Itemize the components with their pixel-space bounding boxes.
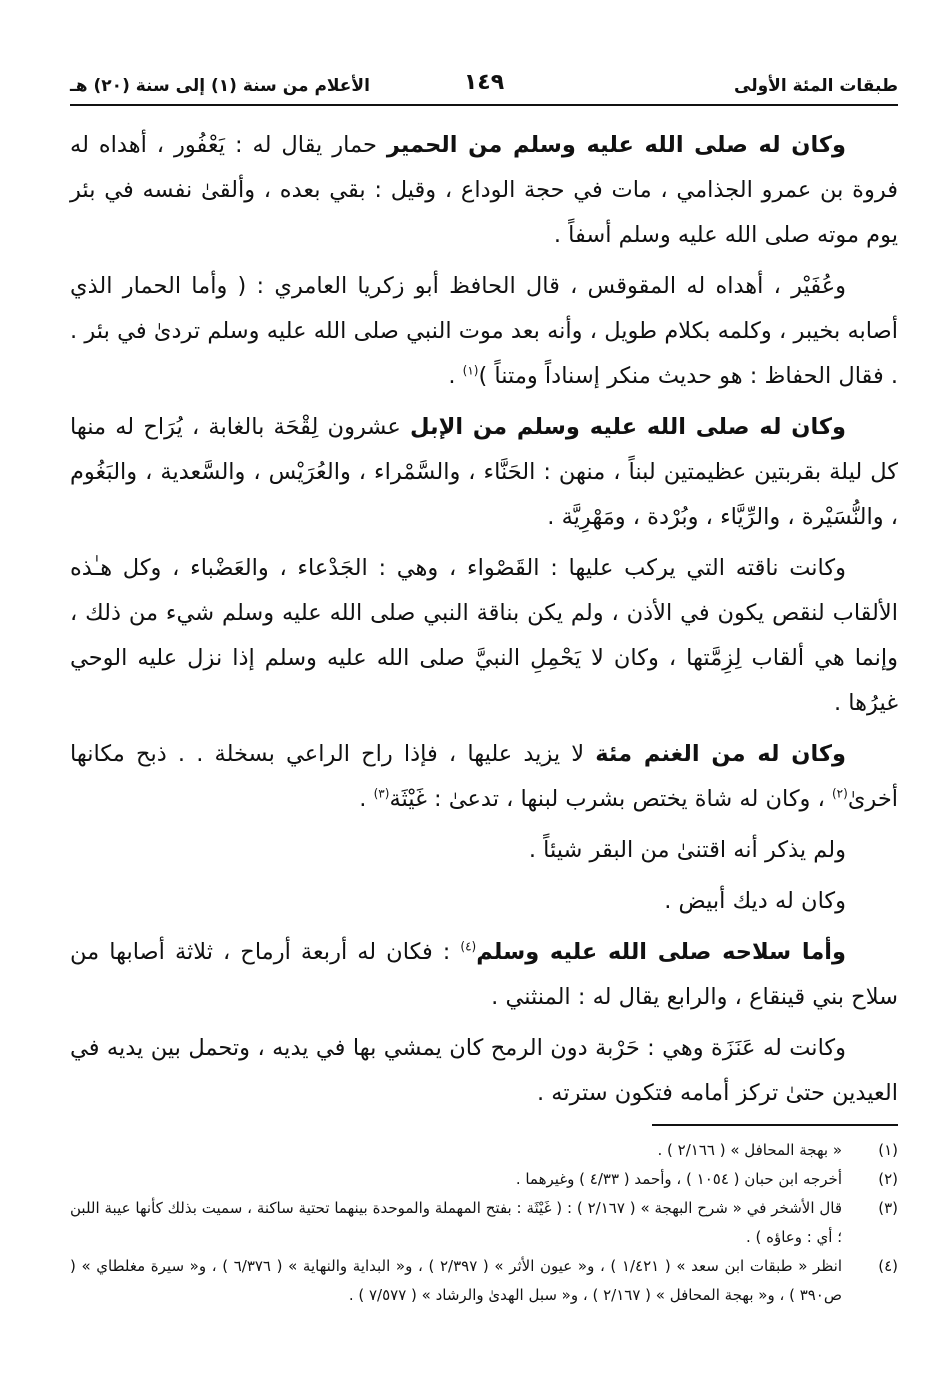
footnote-item [70,1194,898,1252]
paragraph-lead: وكان له صلى الله عليه وسلم من الإبل [410,414,846,440]
paragraph-weapons [70,930,898,1020]
paragraph-text: : فكان له أربعة أرماح ، ثلاثة أصابها من سلاح بني قينقاع ، والرابع يقال له : المنثني . [70,939,898,1010]
footnote-item [70,1252,898,1310]
paragraph-lead: وأما سلاحه صلى الله عليه وسلم [476,939,846,965]
footnote-ref[interactable]: (١) [462,363,479,378]
paragraph-text: لا يزيد عليها ، فإذا راح الراعي بسخلة . . ذبح مكانها أخرىٰ [70,741,898,812]
footnote-ref[interactable]: (٢) [831,786,848,801]
section-title: الأعلام من سنة (١) إلى سنة (٢٠) هـ [70,76,370,96]
paragraph-cattle [70,828,898,873]
footnote-number: (٣) [878,1199,898,1217]
paragraph-text-continued: ، وكان له شاة يختص بشرب لبنها ، تدعىٰ : غَيْثَة [389,786,832,812]
paragraph-text: وكان له ديك أبيض . [664,888,846,914]
paragraph-sheep [70,732,898,822]
running-header [70,70,898,106]
paragraph-rooster [70,879,898,924]
footnote-item [70,1165,898,1194]
footnotes [70,1136,898,1310]
paragraph-donkeys [70,123,898,258]
paragraph-text: وكانت ناقته التي يركب عليها : القَصْواء ، وهي : الجَدْعاء ، والعَضْباء ، وكل هـٰذه الألقاب لنقص يكون في الأذن ، ولم يكن بناقة النبي صلى الله عليه وسلم شيء من ذلك ، وإنما هي ألقاب لِزِمَّتها ، وكان لا يَحْمِلِ النبيَّ صلى الله عليه وسلم إذا نزل عليه الوحي غيرُها . [70,555,898,716]
footnote-text: أخرجه ابن حبان ( ١٠٥٤ ) ، وأحمد ( ٤/٣٣ ) وغيرهما . [515,1170,842,1188]
footnote-text: انظر « طبقات ابن سعد » ( ١/٤٢١ ) ، و« عيون الأثر » ( ٢/٣٩٧ ) ، و« البداية والنهاية » ( ٦/٣٧٦ ) ، و« سيرة مغلطاي » ( ص٣٩٠ ) ، و« بهجة المحافل » ( ٢/١٦٧ ) ، و« سبل الهدىٰ والرشاد » ( ٧/٥٧٧ ) . [70,1257,842,1304]
footnote-item [70,1136,898,1165]
footnote-separator [652,1124,898,1126]
paragraph-she-camel [70,546,898,726]
header-rule [70,104,898,106]
main-text [70,123,898,1116]
footnote-number: (٢) [878,1170,898,1188]
footnote-ref[interactable]: (٤) [460,939,477,954]
paragraph-text: حمار يقال له : يَعْفُور ، أهداه له فروة بن عمرو الجذامي ، مات في حجة الوداع ، وقيل : بقي بعده ، وألقىٰ نفسه في بئر يوم موته صلى الله عليه وسلم أسفاً . [70,132,898,248]
footnote-ref[interactable]: (٣) [373,786,390,801]
paragraph-text: عشرون لِقْحَة بالغابة ، يُرَاح له منها كل ليلة بقربتين عظيمتين لبناً ، منهن : الحَنَّاء ، والسَّمْراء ، والعُرَيْس ، والسَّعدية ، والبَغُوم ، والنُّسَيْرة ، والرِّيَّاء ، وبُرْدة ، ومَهْرِيَّة . [70,414,898,530]
footnote-number: (٤) [878,1257,898,1275]
paragraph-text: وكانت له عَنَزَة وهي : حَرْبة دون الرمح كان يمشي بها في يديه ، وتحمل بين يديه في العيدين حتىٰ تركز أمامه فتكون سترته . [70,1035,898,1106]
paragraph-text: ولم يذكر أنه اقتنىٰ من البقر شيئاً . [528,837,846,863]
paragraph-anaza [70,1026,898,1116]
book-title: طبقات المئة الأولى [734,76,898,96]
paragraph-tail: . [359,786,374,812]
paragraph-tail: . [448,363,463,389]
paragraph-ufayr [70,264,898,399]
paragraph-lead: وكان له من الغنم مئة [595,741,846,767]
footnote-number: (١) [878,1141,898,1159]
page-number: ١٤٩ [463,70,505,95]
paragraph-camels [70,405,898,540]
footnote-text: قال الأشخر في « شرح البهجة » ( ٢/١٦٧ ) : ( غَيْثَة : بفتح المهملة والموحدة بينهما تحتية ساكنة ، سميت بذلك كأنها عيبة اللبن ؛ أي : وعاؤه ) . [70,1199,842,1246]
paragraph-lead: وكان له صلى الله عليه وسلم من الحمير [386,132,846,158]
footnote-text: « بهجة المحافل » ( ٢/١٦٦ ) . [657,1141,842,1159]
paragraph-text: وعُفَيْر ، أهداه له المقوقس ، قال الحافظ أبو زكريا العامري : ( وأما الحمار الذي أصابه بخيبر ، وكلمه بكلام طويل ، وأنه بعد موت النبي صلى الله عليه وسلم تردىٰ في بئر . . فقال الحفاظ : هو حديث منكر إسناداً ومتناً ) [70,273,898,389]
